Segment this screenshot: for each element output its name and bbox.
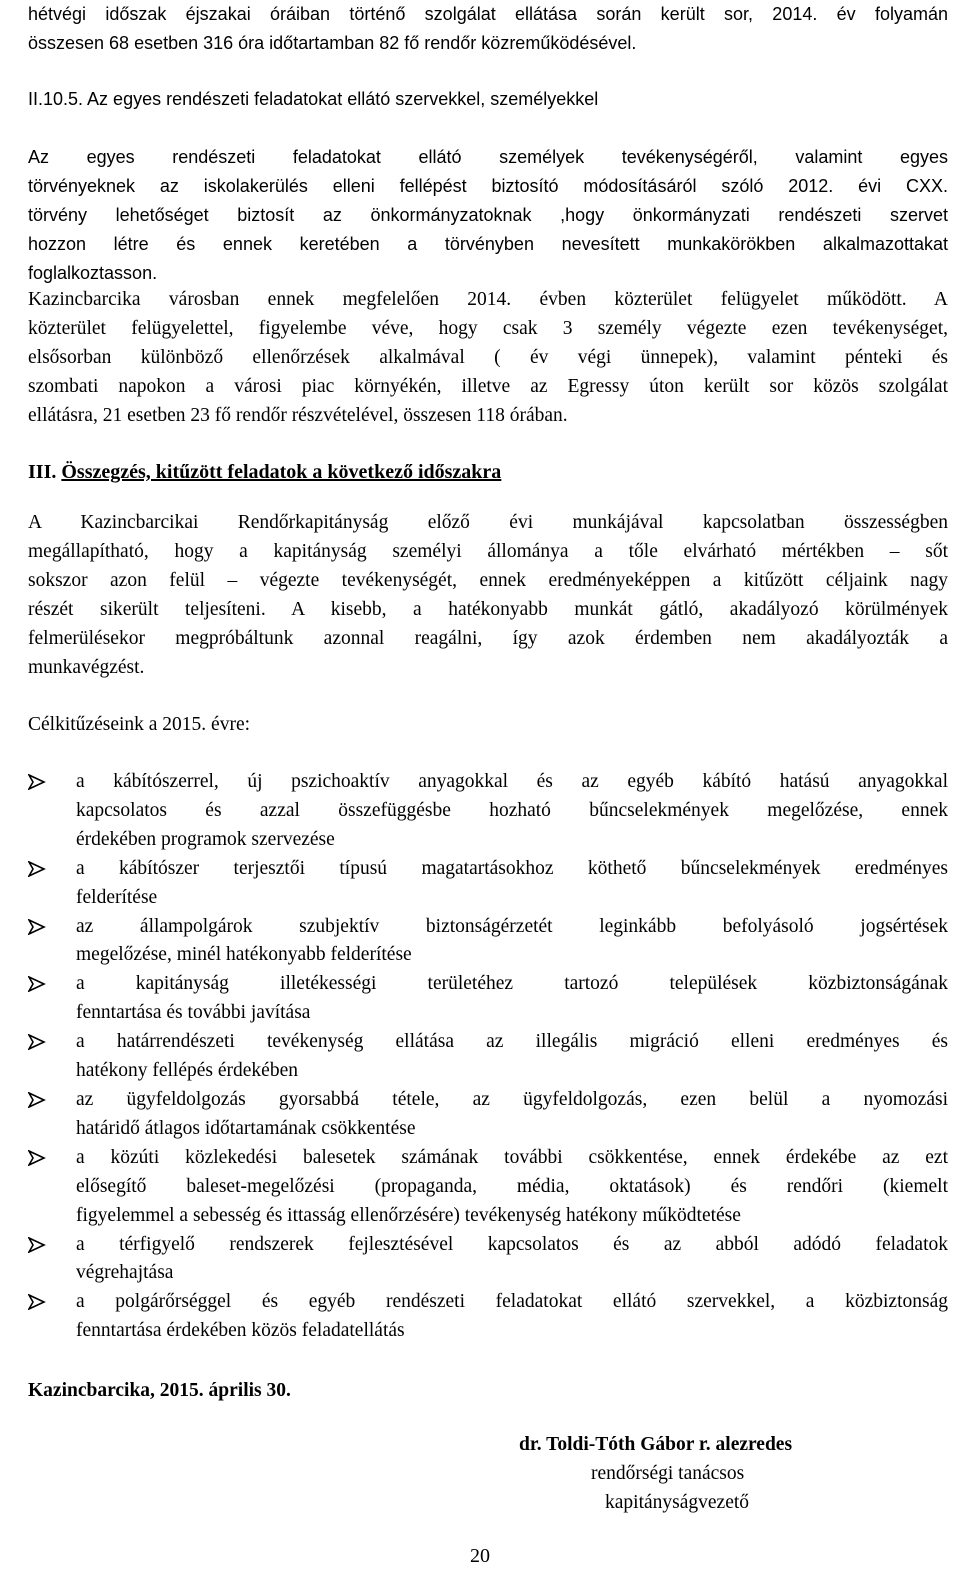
goals-list: [28, 768, 948, 1346]
text-line: foglalkoztasson.: [28, 262, 158, 283]
section-heading-text: II.10.5. Az egyes rendészeti feladatokat ellátó szervekkel, személyekkel: [28, 89, 599, 109]
arrow-bullet-icon: [28, 855, 48, 884]
arrow-bullet-icon: [28, 1086, 48, 1115]
goal-item: [28, 970, 948, 1028]
goal-item: [28, 1231, 948, 1289]
section-3-title: Összegzés, kitűzött feladatok a következő időszakra: [61, 461, 502, 483]
text-line: törvényeknek az iskolakerülés elleni fellépést biztosító módosításáról szóló 2012. évi CXX.: [28, 175, 948, 196]
text-line: felmerülésekor megpróbáltunk azonnal reagálni, így azok érdemben nem akadályozták a: [28, 627, 948, 649]
arrow-bullet-icon: [28, 1231, 48, 1260]
text-line: megállapítható, hogy a kapitányság személyi állománya a tőle elvárható mértékben – sőt: [28, 540, 948, 562]
arrow-bullet-icon: [28, 1288, 48, 1317]
goal-item: [28, 855, 948, 913]
goal-line: a közúti közlekedési balesetek számának további csökkentése, ennek érdekébe az ezt: [76, 1146, 948, 1168]
text-line: ellátásra, 21 esetben 23 fő rendőr részvételével, összesen 118 órában.: [28, 404, 568, 426]
text-line: elsősorban különböző ellenőrzések alkalmával ( év végi ünnepek), valamint pénteki és: [28, 346, 948, 368]
goal-item: [28, 1086, 948, 1144]
goal-line: a polgárőrséggel és egyéb rendészeti feladatokat ellátó szervekkel, a közbiztonság: [76, 1291, 948, 1313]
text-line: munkavégzést.: [28, 656, 145, 678]
arrow-bullet-icon: [28, 1028, 48, 1057]
text-line: törvény lehetőséget biztosít az önkormányzatoknak ,hogy önkormányzati rendészeti szervet: [28, 204, 948, 225]
place-date: [28, 1377, 948, 1406]
continuation-paragraph: [28, 0, 948, 58]
goal-item: [28, 1028, 948, 1086]
goal-line: végrehajtása: [76, 1262, 174, 1284]
section-3-number: III.: [28, 461, 57, 483]
text-line: hozzon létre és ennek keretében a törvényben nevesített munkakörökben alkalmazottakat: [28, 233, 948, 254]
goal-line: felderítése: [76, 886, 158, 908]
goal-item: [28, 1288, 948, 1346]
signer-title: rendőrségi tanácsos: [591, 1463, 745, 1484]
text-line: Az egyes rendészeti feladatokat ellátó személyek tevékenységéről, valamint egyes: [28, 147, 948, 167]
signer-role: kapitányságvezető: [605, 1492, 750, 1513]
text-line: közterület felügyelettel, figyelembe véve, hogy csak 3 személy végezte ezen tevékenységet,: [28, 317, 948, 339]
arrow-bullet-icon: [28, 768, 48, 797]
section-3-heading: [28, 461, 501, 484]
goal-line: megelőzése, minél hatékonyabb felderítése: [76, 944, 412, 966]
goal-line: a kapitányság illetékességi területéhez tartozó települések közbiztonságának: [76, 973, 948, 995]
goal-line: az állampolgárok szubjektív biztonságérzetét leginkább befolyásoló jogsértések: [76, 915, 948, 937]
goal-line: fenntartása és további javítása: [76, 1002, 311, 1024]
signer-name: dr. Toldi-Tóth Gábor r. alezredes: [519, 1434, 793, 1455]
text-line: sokszor azon felül – végezte tevékenységét, ennek eredményeképpen a kitűzött céljaink nagy: [28, 569, 948, 591]
goals-intro: [28, 711, 948, 740]
place-date-text: Kazincbarcika, 2015. április 30.: [28, 1380, 291, 1401]
goal-line: kapcsolatos és azzal összefüggésbe hozható bűncselekmények megelőzése, ennek: [76, 799, 948, 821]
section-paragraph-1: [28, 143, 948, 288]
goal-line: az ügyfeldolgozás gyorsabbá tétele, az ügyfeldolgozás, ezen belül a nyomozási: [76, 1088, 948, 1110]
goals-intro-text: Célkitűzéseink a 2015. évre:: [28, 714, 251, 735]
goal-item: [28, 1144, 948, 1231]
text-line: A Kazincbarcikai Rendőrkapitányság előző évi munkájával kapcsolatban összességben: [28, 512, 948, 533]
text-line: hétvégi időszak éjszakai óráiban történő szolgálat ellátása során került sor, 2014. év folyamán: [28, 4, 948, 24]
section-heading: [28, 85, 948, 114]
goal-line: elősegítő baleset-megelőzési (propaganda, média, oktatások) és rendőri (kiemelt: [76, 1175, 948, 1197]
text-line: összesen 68 esetben 316 óra időtartamban 82 fő rendőr közreműködésével.: [28, 32, 637, 53]
goal-item: [28, 768, 948, 855]
text-line: Kazincbarcika városban ennek megfelelően 2014. évben közterület felügyelet működött. A: [28, 289, 948, 310]
goal-line: fenntartása érdekében közös feladatellátás: [76, 1320, 405, 1342]
page-number: 20: [470, 1545, 490, 1567]
goal-line: figyelemmel a sebesség és ittasság ellenőrzésére) tevékenység hatékony működtetése: [76, 1204, 741, 1226]
section-paragraph-2: [28, 286, 948, 431]
section-3-paragraph: [28, 509, 948, 682]
goal-item: [28, 913, 948, 971]
goal-line: hatékony fellépés érdekében: [76, 1060, 298, 1082]
text-line: szombati napokon a városi piac környékén, illetve az Egressy úton került sor közös szolgálat: [28, 375, 948, 397]
goal-line: a határrendészeti tevékenység ellátása az illegális migráció elleni eredményes és: [76, 1031, 948, 1053]
text-line: részét sikerült teljesíteni. A kisebb, a hatékonyabb munkát gátló, akadályozó körülmények: [28, 598, 948, 620]
goal-line: a kábítószer terjesztői típusú magatartásokhoz köthető bűncselekmények eredményes: [76, 857, 948, 879]
arrow-bullet-icon: [28, 1144, 48, 1173]
goal-line: határidő átlagos időtartamának csökkentése: [76, 1117, 416, 1139]
goal-line: a térfigyelő rendszerek fejlesztésével kapcsolatos és az abból adódó feladatok: [76, 1233, 948, 1255]
arrow-bullet-icon: [28, 970, 48, 999]
goal-line: a kábítószerrel, új pszichoaktív anyagokkal és az egyéb kábító hatású anyagokkal: [76, 771, 948, 792]
arrow-bullet-icon: [28, 913, 48, 942]
goal-line: érdekében programok szervezése: [76, 828, 335, 850]
